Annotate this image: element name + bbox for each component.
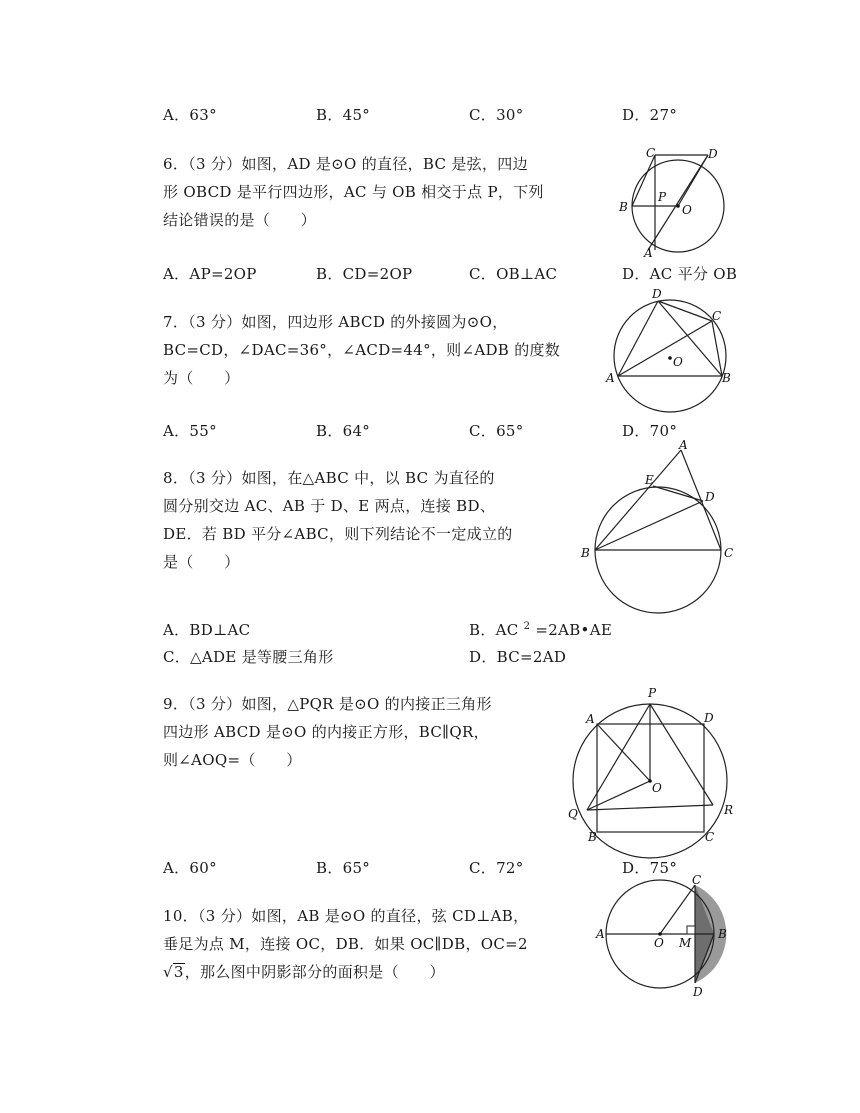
question-line bbox=[163, 958, 528, 986]
question-7-figure bbox=[600, 288, 750, 418]
question-line-rest: ，那么图中阴影部分的面积是（ ） bbox=[184, 963, 445, 981]
label-d: D bbox=[693, 985, 703, 999]
label-a: A bbox=[596, 927, 605, 941]
label-p: P bbox=[648, 686, 657, 700]
question-line: 是（ ） bbox=[163, 553, 240, 571]
label-o: O bbox=[652, 781, 662, 795]
label-b: B bbox=[588, 830, 597, 844]
label-c: C bbox=[712, 309, 722, 323]
question-6-figure bbox=[610, 145, 730, 260]
question-9-text bbox=[163, 690, 492, 774]
label-c: C bbox=[646, 146, 656, 160]
question-line: DE．若 BD 平分∠ABC，则下列结论不一定成立的 bbox=[163, 525, 513, 543]
question-9-figure bbox=[562, 680, 752, 850]
label-d: D bbox=[705, 490, 715, 504]
option-b-prefix: B．AC bbox=[469, 621, 519, 639]
label-d: D bbox=[708, 147, 718, 161]
label-c: C bbox=[724, 546, 734, 560]
question-7-text bbox=[163, 308, 560, 392]
label-c: C bbox=[692, 873, 702, 887]
label-e: E bbox=[645, 473, 654, 487]
question-8-figure bbox=[575, 435, 750, 620]
label-p: P bbox=[658, 190, 667, 204]
question-line: 8．（3 分）如图，在△ABC 中，以 BC 为直径的 bbox=[163, 469, 495, 487]
label-r: R bbox=[724, 803, 734, 817]
option-c: C．65° bbox=[469, 422, 524, 440]
question-6-text bbox=[163, 150, 544, 234]
question-line: 四边形 ABCD 是⊙O 的内接正方形，BC∥QR， bbox=[163, 723, 489, 741]
label-m: M bbox=[679, 936, 692, 950]
option-c: C．72° bbox=[469, 859, 524, 877]
label-o: O bbox=[673, 355, 683, 369]
label-o: O bbox=[654, 936, 664, 950]
option-a: A．63° bbox=[163, 106, 217, 124]
question-line: 形 OBCD 是平行四边形，AC 与 OB 相交于点 P，下列 bbox=[163, 183, 544, 201]
label-b: B bbox=[581, 546, 590, 560]
option-c: C．OB⊥AC bbox=[469, 265, 558, 283]
question-line: 垂足为点 M，连接 OC，DB．如果 OC∥DB，OC=2 bbox=[163, 935, 528, 953]
option-b: B．45° bbox=[316, 106, 371, 124]
label-a: A bbox=[606, 371, 615, 385]
label-b: B bbox=[619, 200, 628, 214]
option-d: D．AC 平分 OB bbox=[622, 265, 738, 283]
label-o: O bbox=[682, 203, 692, 217]
option-d: D．27° bbox=[622, 106, 678, 124]
option-b bbox=[469, 619, 612, 640]
option-a: A．BD⊥AC bbox=[163, 621, 251, 639]
option-d: D．70° bbox=[622, 422, 678, 440]
question-line: 为（ ） bbox=[163, 369, 240, 387]
label-d: D bbox=[652, 287, 662, 301]
label-a: A bbox=[586, 712, 595, 726]
option-b: B．64° bbox=[316, 422, 371, 440]
option-a: A．60° bbox=[163, 859, 217, 877]
option-c: C．△ADE 是等腰三角形 bbox=[163, 648, 334, 666]
question-8-text bbox=[163, 464, 513, 576]
option-c: C．30° bbox=[469, 106, 524, 124]
option-a: A．55° bbox=[163, 422, 217, 440]
question-line: 结论错误的是（ ） bbox=[163, 211, 317, 229]
question-10-figure bbox=[592, 875, 742, 1000]
option-b: B．65° bbox=[316, 859, 371, 877]
label-a: A bbox=[679, 438, 688, 452]
label-a: A bbox=[644, 246, 653, 260]
option-b: B．CD=2OP bbox=[316, 265, 413, 283]
sqrt-radicand: 3 bbox=[173, 963, 184, 981]
question-line: 7．（3 分）如图，四边形 ABCD 的外接圆为⊙O， bbox=[163, 313, 508, 331]
question-line: 圆分别交边 AC、AB 于 D、E 两点，连接 BD、 bbox=[163, 497, 496, 515]
label-b: B bbox=[722, 371, 731, 385]
question-line: BC=CD，∠DAC=36°，∠ACD=44°，则∠ADB 的度数 bbox=[163, 341, 561, 359]
option-b-suffix: =2AB•AE bbox=[535, 621, 613, 639]
question-line: 则∠AOQ=（ ） bbox=[163, 751, 302, 769]
label-b: B bbox=[718, 927, 727, 941]
label-q: Q bbox=[568, 807, 578, 821]
option-d: D．BC=2AD bbox=[469, 648, 567, 666]
sqrt-expression: √3 bbox=[163, 963, 184, 981]
option-d: D．75° bbox=[622, 859, 678, 877]
question-line: 6．（3 分）如图，AD 是⊙O 的直径，BC 是弦，四边 bbox=[163, 155, 528, 173]
question-10-text bbox=[163, 902, 528, 986]
option-a: A．AP=2OP bbox=[163, 265, 257, 283]
question-line: 9．（3 分）如图，△PQR 是⊙O 的内接正三角形 bbox=[163, 695, 492, 713]
label-c: C bbox=[705, 830, 715, 844]
label-d: D bbox=[704, 711, 714, 725]
option-b-exponent: 2 bbox=[523, 621, 531, 632]
question-line: 10．（3 分）如图，AB 是⊙O 的直径，弦 CD⊥AB， bbox=[163, 907, 529, 925]
